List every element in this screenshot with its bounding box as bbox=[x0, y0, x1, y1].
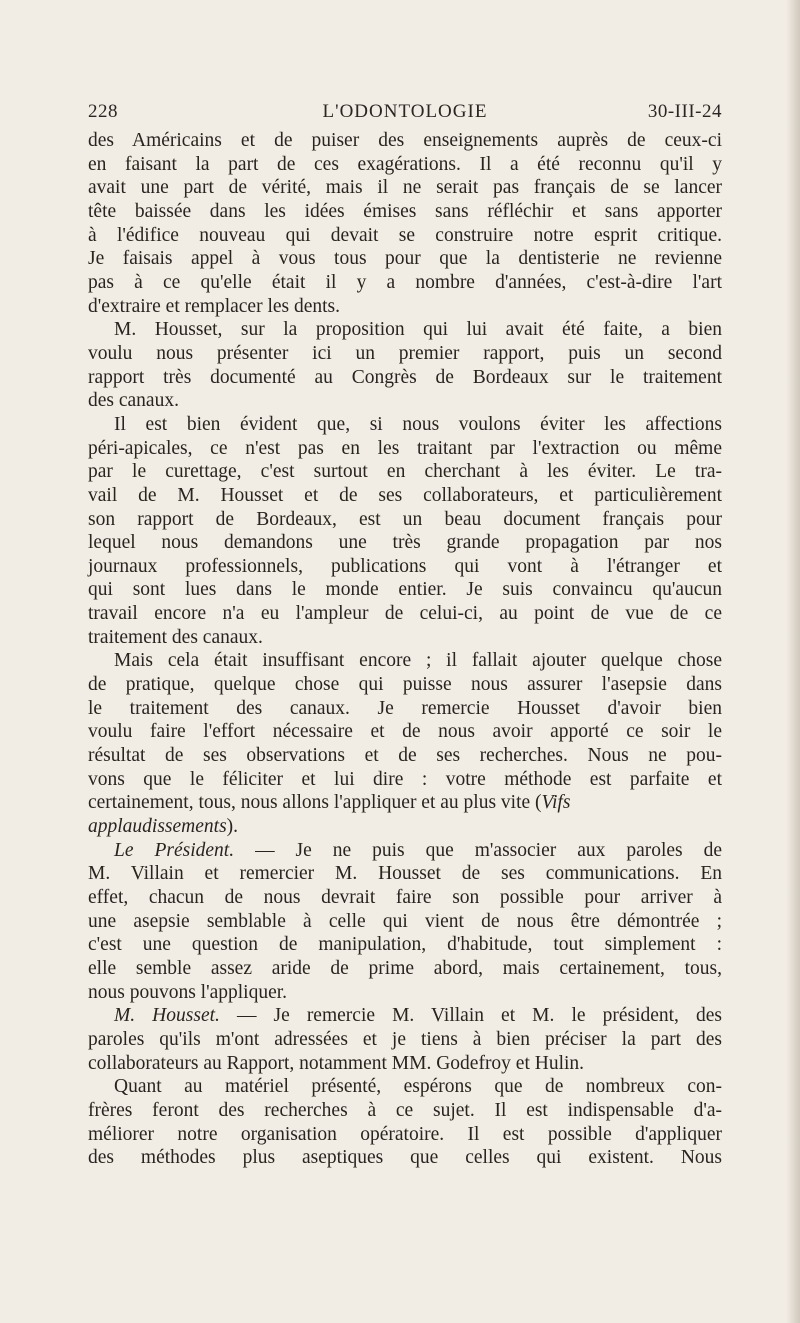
text-line bbox=[88, 839, 722, 863]
text-line: vail de M. Housset et de ses collaborateurs, et particulièrement bbox=[88, 484, 722, 506]
text-line: M. Villain et remercier M. Housset de ses communications. En bbox=[88, 863, 722, 885]
text-line: d'extraire et remplacer les dents. bbox=[88, 295, 341, 317]
text-line bbox=[88, 1004, 722, 1028]
text-line: par le curettage, c'est surtout en cherchant à les éviter. Le tra- bbox=[88, 461, 722, 483]
text-line: effet, chacun de nous devrait faire son possible pour arriver à bbox=[88, 887, 722, 908]
issue-date: 30-III-24 bbox=[647, 101, 722, 122]
page-edge-shadow bbox=[786, 0, 800, 1323]
text-segment-italic: Vifs bbox=[541, 792, 571, 814]
text-line: voulu nous présenter ici un premier rapport, puis un second bbox=[88, 342, 722, 364]
text-segment-italic: applaudissements bbox=[88, 816, 227, 838]
text-line: paroles qu'ils m'ont adressées et je tiens à bien préciser la part des bbox=[88, 1028, 722, 1050]
text-line: voulu faire l'effort nécessaire et de nous avoir apporté ce soir le bbox=[88, 721, 722, 743]
text-segment: ). bbox=[226, 816, 239, 838]
text-line: qui sont lues dans le monde entier. Je suis convaincu qu'aucun bbox=[88, 579, 722, 601]
text-line: collaborateurs au Rapport, notamment MM. Godefroy et Hulin. bbox=[88, 1052, 585, 1074]
text-line: son rapport de Bordeaux, est un beau document français pour bbox=[88, 508, 722, 530]
journal-title: L'ODONTOLOGIE bbox=[322, 101, 488, 122]
speaker-name: M. Housset. bbox=[114, 1005, 220, 1027]
text-line: traitement des canaux. bbox=[88, 626, 263, 648]
text-line: une asepsie semblable à celle qui vient de nous être démontrée ; bbox=[88, 910, 722, 932]
text-line: Mais cela était insuffisant encore ; il fallait ajouter quelque chose bbox=[114, 650, 722, 672]
text-line: vons que le féliciter et lui dire : votre méthode est parfaite et bbox=[88, 768, 722, 790]
text-segment: — Je ne puis que m'associer aux paroles de bbox=[234, 839, 723, 861]
running-header bbox=[88, 101, 722, 127]
text-line: frères feront des recherches à ce sujet. Il est indispensable d'a- bbox=[88, 1099, 722, 1121]
text-line: Je faisais appel à vous tous pour que la dentisterie ne revienne bbox=[88, 248, 722, 270]
text-line: à l'édifice nouveau qui devait se construire notre esprit critique. bbox=[88, 224, 722, 246]
text-line: le traitement des canaux. Je remercie Housset d'avoir bien bbox=[88, 697, 722, 719]
text-line: M. Housset, sur la proposition qui lui avait été faite, a bien bbox=[114, 319, 722, 341]
text-line: méliorer notre organisation opératoire. Il est possible d'appliquer bbox=[88, 1123, 722, 1145]
text-segment: — Je remercie M. Villain et M. le président, des bbox=[219, 1005, 722, 1027]
text-line: des canaux. bbox=[88, 390, 179, 412]
article-body bbox=[88, 129, 722, 1170]
text-line: en faisant la part de ces exagérations. Il a été reconnu qu'il y bbox=[88, 153, 722, 175]
text-line: lequel nous demandons une très grande propagation par nos bbox=[88, 532, 722, 554]
text-line: journaux professionnels, publications qui vont à l'étranger et bbox=[88, 555, 722, 577]
text-line: avait une part de vérité, mais il ne serait pas français de se lancer bbox=[88, 177, 722, 199]
text-line: péri-apicales, ce n'est pas en les traitant par l'extraction ou même bbox=[88, 437, 722, 459]
page-number: 228 bbox=[88, 101, 118, 122]
text-line: Quant au matériel présenté, espérons que de nombreux con- bbox=[114, 1076, 722, 1098]
text-segment: certainement, tous, nous allons l'appliquer et au plus vite ( bbox=[88, 792, 542, 814]
text-line: de pratique, quelque chose qui puisse nous assurer l'asepsie dans bbox=[88, 674, 722, 696]
text-line: nous pouvons l'appliquer. bbox=[88, 981, 288, 1003]
speaker-name: Le Président. bbox=[114, 839, 235, 861]
text-line bbox=[88, 791, 722, 815]
text-line: travail encore n'a eu l'ampleur de celui-ci, au point de vue de ce bbox=[88, 603, 722, 625]
text-line: rapport très documenté au Congrès de Bordeaux sur le traitement bbox=[88, 366, 722, 388]
text-line: c'est une question de manipulation, d'habitude, tout simplement : bbox=[88, 934, 722, 956]
text-line: Il est bien évident que, si nous voulons éviter les affections bbox=[114, 413, 722, 435]
text-line: des Américains et de puiser des enseignements auprès de ceux-ci bbox=[88, 130, 722, 151]
text-line: elle semble assez aride de prime abord, mais certainement, tous, bbox=[88, 957, 722, 979]
text-line: résultat de ses observations et de ses recherches. Nous ne pou- bbox=[88, 745, 722, 767]
text-line: tête baissée dans les idées émises sans réfléchir et sans apporter bbox=[88, 200, 722, 222]
text-line: des méthodes plus aseptiques que celles qui existent. Nous bbox=[88, 1147, 722, 1169]
text-line bbox=[88, 815, 722, 839]
text-line: pas à ce qu'elle était il y a nombre d'années, c'est-à-dire l'art bbox=[88, 271, 722, 293]
